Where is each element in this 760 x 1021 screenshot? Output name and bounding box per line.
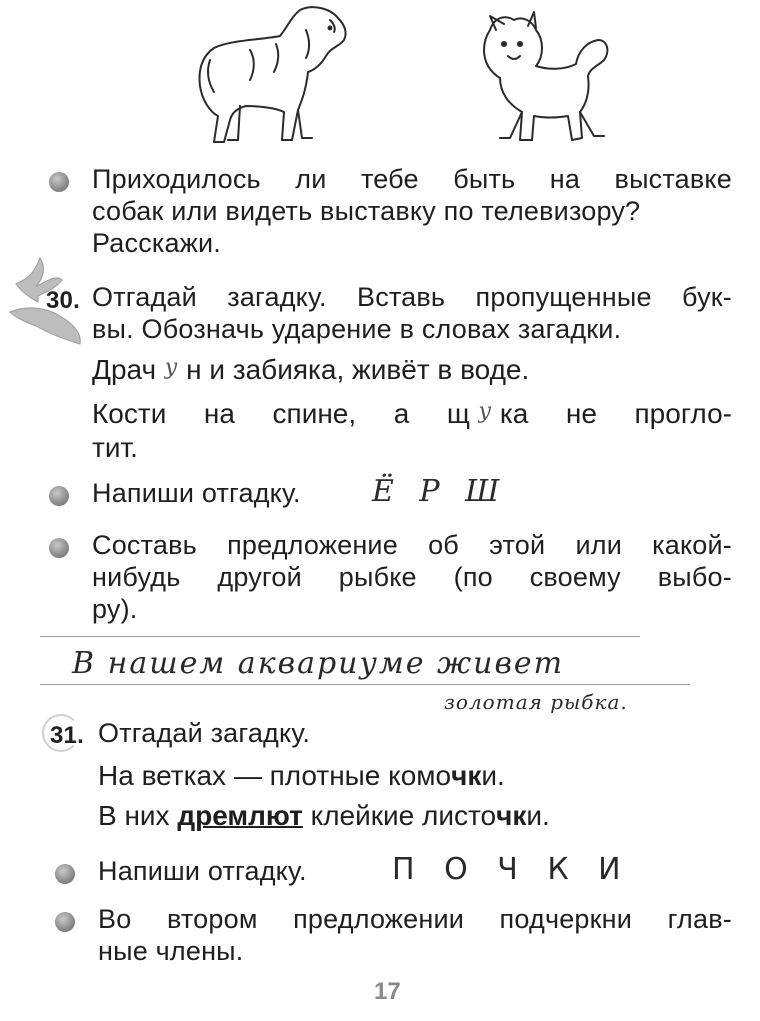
word: ка [499,398,529,429]
word: Кости [92,398,167,429]
word: щ [446,398,470,429]
handwritten-answer-30[interactable]: Ё Р Ш [372,474,508,509]
word: втором [166,904,258,934]
word: Вставь [357,282,446,312]
word: рыбке [338,562,417,592]
word: Отгадай [92,282,197,312]
word: а [393,398,410,429]
task-30-instruction-line-2: вы. Обозначь ударение в словах загадки. [92,314,622,344]
write-answer-label-31: Напиши отгадку. [98,856,307,886]
writing-line [40,684,690,685]
word: на [549,164,581,194]
bullet-icon [49,538,69,558]
handwritten-sentence-line-2[interactable]: золотая рыбка. [444,690,628,714]
task-30-instruction-line-1 [92,282,732,313]
underline-instruction-line-2: ные члены. [98,936,244,966]
word: этой [489,530,546,560]
highlighted-letters: чк [496,800,527,831]
riddle-30-line-3: тит. [92,432,138,463]
word: глав- [667,904,732,934]
word: другой [217,562,302,592]
handwritten-letter: у [478,399,492,424]
newfoundland-dog-illustration [180,0,360,150]
word: (по [453,562,493,592]
intro-question-line-3: Расскажи. [92,228,221,258]
task-31-number: 31. [50,722,84,749]
compose-instruction-line-2 [92,562,732,593]
riddle-30-line-2 [92,398,732,430]
word: выбо- [657,562,732,592]
word: быть [453,164,516,194]
compose-instruction-line-1 [92,530,732,561]
bullet-icon [55,912,75,932]
word: нибудь [92,562,181,592]
handwritten-letter: у [164,355,178,380]
riddle-31-line-1 [98,760,505,792]
word: не [565,398,597,429]
handwritten-sentence-line-1[interactable]: В нашем аквариуме живет [72,646,565,681]
writing-line [40,636,640,637]
word: подчеркни [499,904,633,934]
bullet-icon [49,486,69,506]
riddle-text: На ветках — плотные комо [98,760,452,791]
word: своему [529,562,621,592]
riddle-31-line-2 [98,800,550,832]
chow-chow-dog-illustration [460,0,620,150]
compose-instruction-line-3: ру). [92,594,138,624]
word: пропущенные [475,282,652,312]
intro-question-line-2: собак или видеть выставку по телевизору? [92,196,641,226]
word: предложении [293,904,465,934]
word: или [575,530,622,560]
highlighted-letters: чк [451,760,482,791]
word: спине, [272,398,357,429]
riddle-text: Драч [92,354,157,385]
bullet-icon [55,864,75,884]
highlighted-word: дремлют [177,800,303,831]
word: бук- [682,282,732,312]
word: Составь [92,530,197,560]
riddle-text: и. [526,800,550,831]
page-number: 17 [374,978,401,1005]
word: ли [295,164,327,194]
handwritten-answer-31[interactable]: П О Ч К И [392,852,631,887]
bullet-icon [49,172,69,192]
riddle-text: клейкие листо [302,800,497,831]
intro-question-line-1 [92,164,732,195]
riddle-text: В них [98,800,178,831]
write-answer-label-30: Напиши отгадку. [92,478,301,508]
riddle-text: и. [481,760,505,791]
missing-letter-slot[interactable] [470,398,500,430]
word: Во [98,904,132,934]
word: об [428,530,459,560]
word: на [203,398,235,429]
word-with-gap [447,398,528,430]
word: какой- [652,530,732,560]
riddle-30-line-1 [92,354,529,386]
word: выставке [614,164,732,194]
task-30-number: 30. [46,287,80,314]
task-31-heading: Отгадай загадку. [98,718,311,748]
missing-letter-slot[interactable] [156,354,186,386]
word: тебе [360,164,419,194]
underline-instruction-line-1 [98,904,732,935]
word: загадку. [227,282,327,312]
word: прогло- [634,398,732,429]
word: Приходилось [92,164,261,194]
riddle-text: н и забияка, живёт в воде. [186,354,530,385]
word: предложение [227,530,398,560]
